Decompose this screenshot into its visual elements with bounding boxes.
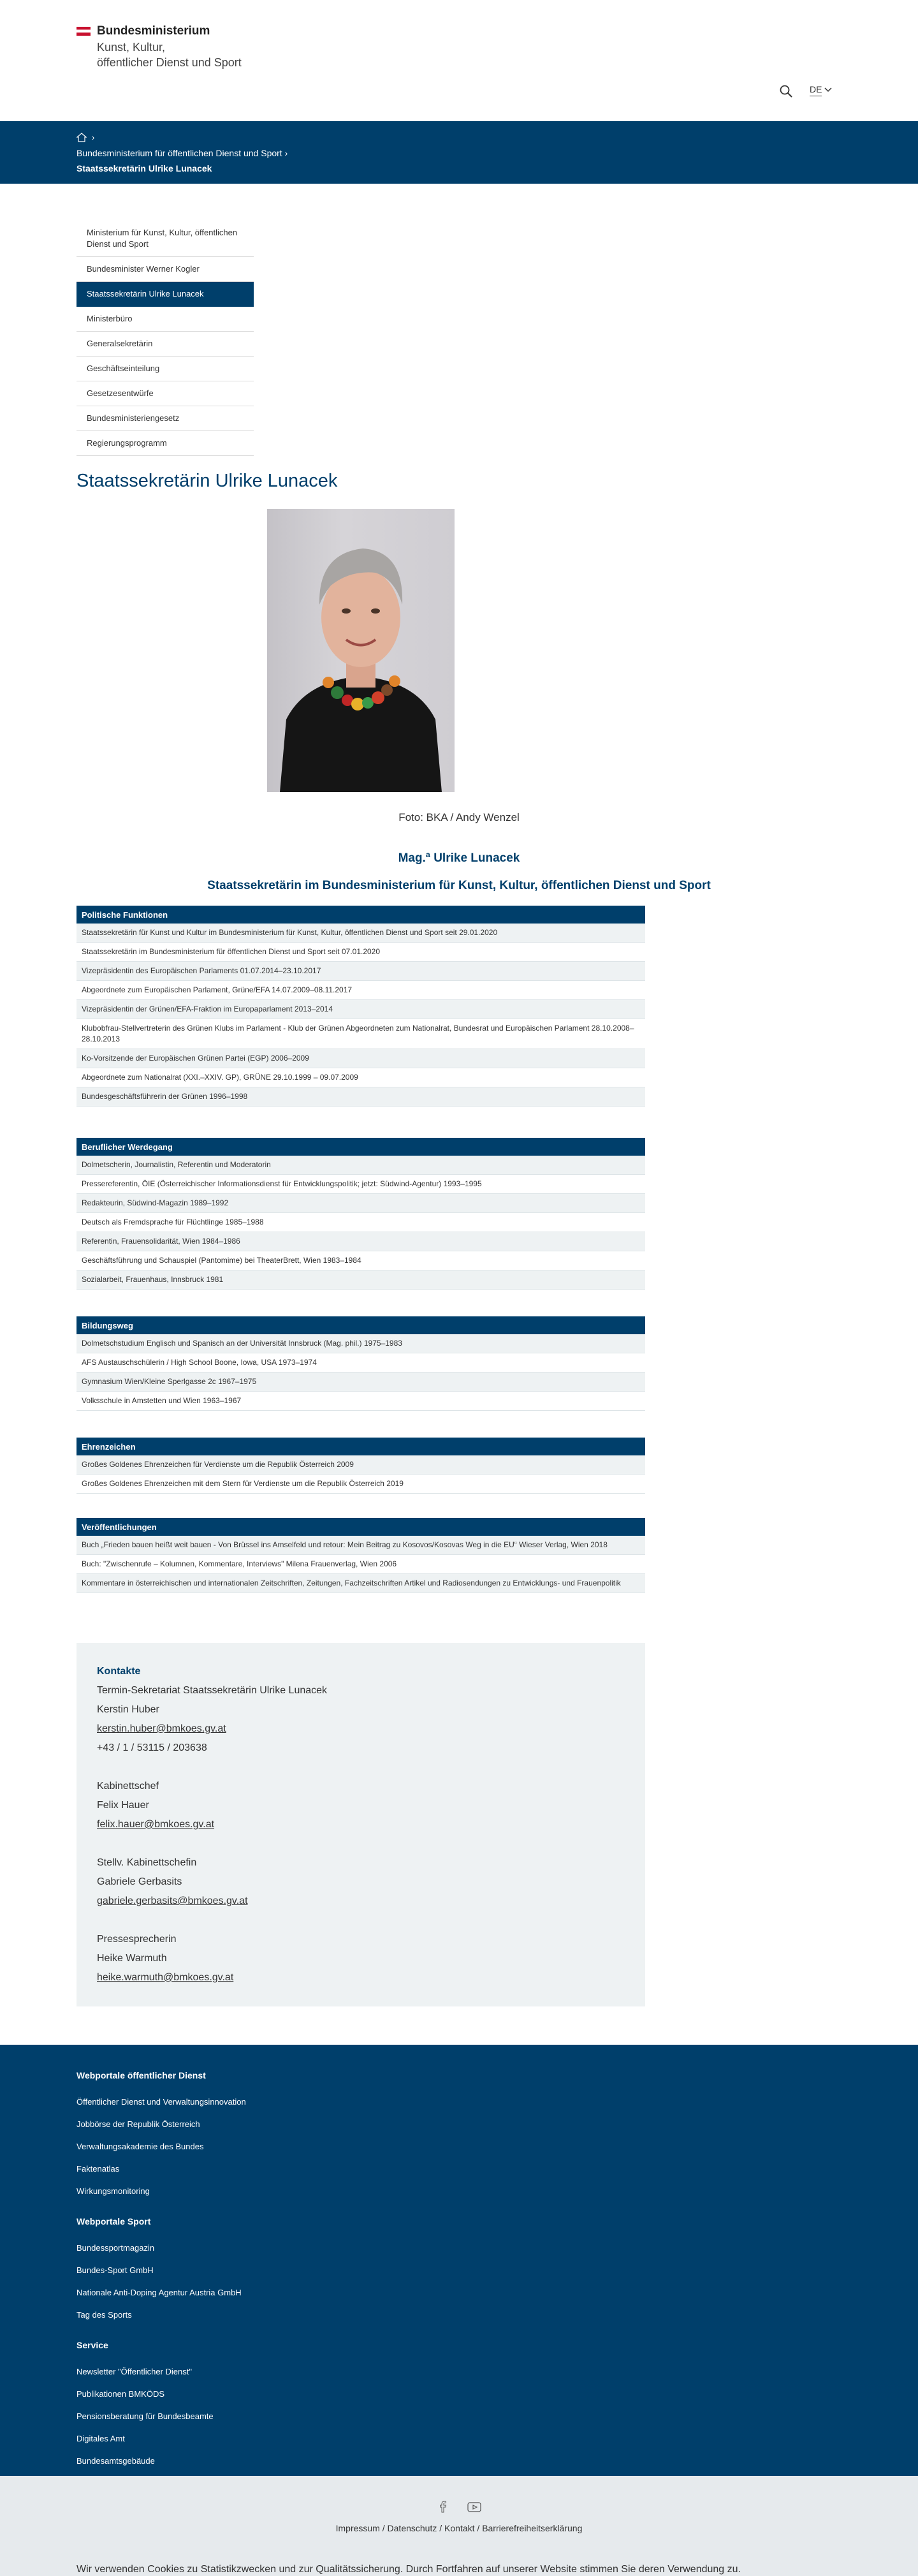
page-title: Staatssekretärin Ulrike Lunacek bbox=[76, 471, 338, 491]
section-heading: Veröffentlichungen bbox=[76, 1518, 645, 1536]
contact-phone: +43 / 1 / 53115 / 203638 bbox=[97, 1742, 207, 1753]
facebook-icon[interactable] bbox=[437, 2500, 449, 2513]
contact-person: Felix Hauer bbox=[97, 1800, 149, 1811]
footer-group-sport bbox=[76, 2216, 841, 2326]
youtube-icon[interactable] bbox=[467, 2501, 481, 2513]
footer-link[interactable]: Tag des Sports bbox=[76, 2310, 132, 2320]
barrierefreiheit-link[interactable]: Barrierefreiheitserklärung bbox=[482, 2523, 583, 2533]
subnav-item-ministerium[interactable]: Ministerium für Kunst, Kultur, öffentlichen Dienst und Sport bbox=[76, 221, 254, 257]
list-item: Staatssekretärin für Kunst und Kultur im Bundesministerium für Kunst, Kultur, öffentlichen Dienst und Sport seit 29.01.2020 bbox=[76, 924, 645, 943]
breadcrumb-ministry-link[interactable]: Bundesministerium für öffentlichen Dienst und Sport › bbox=[76, 148, 288, 158]
site-footer bbox=[0, 2045, 918, 2476]
list-item: Vizepräsidentin des Europäischen Parlaments 01.07.2014–23.10.2017 bbox=[76, 962, 645, 981]
section-politische-funktionen bbox=[76, 906, 645, 1107]
list-item: Buch „Frieden bauen heißt weit bauen - Von Brüssel ins Amselfeld und retour: Mein Beitrag zu Kosovos/Kosovas Weg in die EU“ Wieser Verlag, Wien 2018 bbox=[76, 1536, 645, 1555]
section-beruflicher-werdegang bbox=[76, 1138, 645, 1290]
list-item: Großes Goldenes Ehrenzeichen für Verdienste um die Republik Österreich 2009 bbox=[76, 1455, 645, 1475]
subnav-item-staatssekretaerin[interactable]: Staatssekretärin Ulrike Lunacek bbox=[76, 282, 254, 307]
footer-link[interactable]: Pensionsberatung für Bundesbeamte bbox=[76, 2411, 214, 2421]
list-item: Redakteurin, Südwind-Magazin 1989–1992 bbox=[76, 1194, 645, 1213]
section-rows bbox=[76, 1334, 645, 1411]
footer-link[interactable]: Verwaltungsakademie des Bundes bbox=[76, 2142, 204, 2151]
subnav-item-geschaeftseinteilung[interactable]: Geschäftseinteilung bbox=[76, 357, 254, 381]
contact-email-link[interactable]: kerstin.huber@bmkoes.gv.at bbox=[97, 1723, 226, 1734]
list-item: Volksschule in Amstetten und Wien 1963–1967 bbox=[76, 1392, 645, 1411]
search-icon[interactable] bbox=[779, 84, 794, 99]
list-item: Ko-Vorsitzende der Europäischen Grünen Partei (EGP) 2006–2009 bbox=[76, 1049, 645, 1068]
link-separator: / bbox=[437, 2523, 445, 2533]
footer-link[interactable]: Wirkungsmonitoring bbox=[76, 2186, 150, 2196]
footer-link[interactable]: Öffentlicher Dienst und Verwaltungsinnovation bbox=[76, 2097, 246, 2107]
photo-caption: Foto: BKA / Andy Wenzel bbox=[398, 811, 520, 823]
list-item: Vizepräsidentin der Grünen/EFA-Fraktion im Europaparlament 2013–2014 bbox=[76, 1000, 645, 1019]
contact-person: Kerstin Huber bbox=[97, 1704, 159, 1715]
footer-link[interactable]: Jobbörse der Republik Österreich bbox=[76, 2119, 200, 2129]
subnav-item-gesetzesentwuerfe[interactable]: Gesetzesentwürfe bbox=[76, 381, 254, 406]
bottom-bar bbox=[0, 2476, 918, 2576]
logo-line-1: Bundesministerium bbox=[97, 24, 210, 38]
chevron-down-icon bbox=[824, 87, 832, 92]
home-icon[interactable] bbox=[76, 133, 88, 143]
list-item: Buch: "Zwischenrufe – Kolumnen, Kommentare, Interviews" Milena Frauenverlag, Wien 2006 bbox=[76, 1555, 645, 1574]
footer-link[interactable]: Bundes-Sport GmbH bbox=[76, 2265, 154, 2275]
subnav-item-bundesministeriengesetz[interactable]: Bundesministeriengesetz bbox=[76, 406, 254, 431]
contact-label: Pressesprecherin bbox=[97, 1934, 177, 1945]
section-ehrenzeichen bbox=[76, 1438, 645, 1494]
list-item: Deutsch als Fremdsprache für Flüchtlinge 1985–1988 bbox=[76, 1213, 645, 1232]
section-rows bbox=[76, 1536, 645, 1593]
footer-link[interactable]: Bundessportmagazin bbox=[76, 2243, 155, 2253]
person-name: Mag.ª Ulrike Lunacek bbox=[398, 851, 520, 865]
section-heading: Politische Funktionen bbox=[76, 906, 645, 924]
contact-label: Termin-Sekretariat Staatssekretärin Ulrike Lunacek bbox=[97, 1685, 328, 1696]
social-links bbox=[0, 2500, 918, 2516]
person-role: Staatssekretärin im Bundesministerium für Kunst, Kultur, öffentlichen Dienst und Sport bbox=[207, 879, 711, 892]
section-bildungsweg bbox=[76, 1316, 645, 1411]
list-item: Dolmetschstudium Englisch und Spanisch an der Universität Innsbruck (Mag. phil.) 1975–1983 bbox=[76, 1334, 645, 1353]
list-item: Geschäftsführung und Schauspiel (Pantomime) bei TheaterBrett, Wien 1983–1984 bbox=[76, 1251, 645, 1270]
breadcrumb-separator: › bbox=[92, 133, 95, 142]
link-separator: / bbox=[474, 2523, 483, 2533]
list-item: Pressereferentin, ÖIE (Österreichischer Informationsdienst für Entwicklungspolitik; jetzt: Südwind-Agentur) 1993–1995 bbox=[76, 1175, 645, 1194]
footer-group-service bbox=[76, 2340, 841, 2472]
cookie-notice: Wir verwenden Cookies zu Statistikzwecken und zur Qualitätssicherung. Durch Fortfahren auf unserer Website stimmen Sie deren Verwendung zu. bbox=[76, 2564, 741, 2575]
list-item: Bundesgeschäftsführerin der Grünen 1996–1998 bbox=[76, 1087, 645, 1107]
portrait-photo bbox=[267, 509, 455, 792]
footer-link[interactable]: Digitales Amt bbox=[76, 2434, 125, 2443]
footer-heading: Webportale öffentlicher Dienst bbox=[76, 2070, 206, 2080]
list-item: Abgeordnete zum Europäischen Parlament, Grüne/EFA 14.07.2009–08.11.2017 bbox=[76, 981, 645, 1000]
list-item: Sozialarbeit, Frauenhaus, Innsbruck 1981 bbox=[76, 1270, 645, 1290]
section-rows bbox=[76, 924, 645, 1107]
section-heading: Beruflicher Werdegang bbox=[76, 1138, 645, 1156]
subnav-item-minister[interactable]: Bundesminister Werner Kogler bbox=[76, 257, 254, 282]
link-separator: / bbox=[379, 2523, 388, 2533]
section-veroeffentlichungen bbox=[76, 1518, 645, 1593]
footer-link[interactable]: Publikationen BMKÖDS bbox=[76, 2389, 165, 2399]
austria-flag-icon bbox=[76, 27, 91, 36]
sub-navigation bbox=[76, 221, 254, 456]
footer-link[interactable]: Nationale Anti-Doping Agentur Austria GmbH bbox=[76, 2288, 242, 2297]
footer-group-oeffentlicher-dienst bbox=[76, 2070, 841, 2202]
list-item: Großes Goldenes Ehrenzeichen mit dem Stern für Verdienste um die Republik Österreich 2019 bbox=[76, 1475, 645, 1494]
list-item: Staatssekretärin im Bundesministerium für öffentlichen Dienst und Sport seit 07.01.2020 bbox=[76, 943, 645, 962]
list-item: Kommentare in österreichischen und internationalen Zeitschriften, Zeitungen, Fachzeitschriften Artikel und Radiosendungen zu Entwicklungs- und Frauenpolitik bbox=[76, 1574, 645, 1593]
subnav-item-generalsekretaerin[interactable]: Generalsekretärin bbox=[76, 332, 254, 357]
contact-label: Kabinettschef bbox=[97, 1781, 159, 1792]
list-item: Abgeordnete zum Nationalrat (XXI.–XXIV. GP), GRÜNE 29.10.1999 – 09.07.2009 bbox=[76, 1068, 645, 1087]
contact-label: Stellv. Kabinettschefin bbox=[97, 1857, 197, 1868]
contact-person: Gabriele Gerbasits bbox=[97, 1876, 182, 1887]
contact-person: Heike Warmuth bbox=[97, 1953, 167, 1964]
contact-email-link[interactable]: felix.hauer@bmkoes.gv.at bbox=[97, 1819, 215, 1830]
subnav-item-ministerbuero[interactable]: Ministerbüro bbox=[76, 307, 254, 332]
section-rows bbox=[76, 1156, 645, 1290]
list-item: Referentin, Frauensolidarität, Wien 1984–1986 bbox=[76, 1232, 645, 1251]
legal-links bbox=[0, 2523, 918, 2533]
footer-link[interactable]: Faktenatlas bbox=[76, 2164, 120, 2174]
site-header bbox=[0, 0, 918, 121]
footer-link[interactable]: Bundesamtsgebäude bbox=[76, 2456, 155, 2466]
contact-email-link[interactable]: gabriele.gerbasits@bmkoes.gv.at bbox=[97, 1895, 248, 1906]
list-item: Klubobfrau-Stellvertreterin des Grünen Klubs im Parlament - Klub der Grünen Abgeordneten zum Nationalrat, Bundesrat und Europäischen Parlament 28.10.2008–28.10.2013 bbox=[76, 1019, 645, 1049]
list-item: Gymnasium Wien/Kleine Sperlgasse 2c 1967–1975 bbox=[76, 1373, 645, 1392]
datenschutz-link[interactable]: Datenschutz bbox=[387, 2523, 437, 2533]
contact-email-link[interactable]: heike.warmuth@bmkoes.gv.at bbox=[97, 1972, 234, 1983]
footer-heading: Webportale Sport bbox=[76, 2216, 151, 2226]
language-selector[interactable]: DE bbox=[810, 84, 832, 96]
section-rows bbox=[76, 1455, 645, 1494]
list-item: Dolmetscherin, Journalistin, Referentin und Moderatorin bbox=[76, 1156, 645, 1175]
breadcrumb-current: Staatssekretärin Ulrike Lunacek bbox=[76, 163, 212, 173]
footer-link[interactable]: Newsletter "Öffentlicher Dienst" bbox=[76, 2367, 192, 2376]
section-heading: Bildungsweg bbox=[76, 1316, 645, 1334]
logo-line-2: Kunst, Kultur, öffentlicher Dienst und Sport bbox=[97, 41, 242, 69]
contact-box bbox=[76, 1643, 645, 2006]
subnav-item-regierungsprogramm[interactable]: Regierungsprogramm bbox=[76, 431, 254, 456]
section-heading: Ehrenzeichen bbox=[76, 1438, 645, 1455]
footer-heading: Service bbox=[76, 2340, 108, 2350]
list-item: AFS Austauschschülerin / High School Boone, Iowa, USA 1973–1974 bbox=[76, 1353, 645, 1373]
breadcrumb bbox=[0, 121, 918, 184]
impressum-link[interactable]: Impressum bbox=[335, 2523, 380, 2533]
kontakt-link[interactable]: Kontakt bbox=[444, 2523, 475, 2533]
contact-heading: Kontakte bbox=[97, 1666, 141, 1677]
